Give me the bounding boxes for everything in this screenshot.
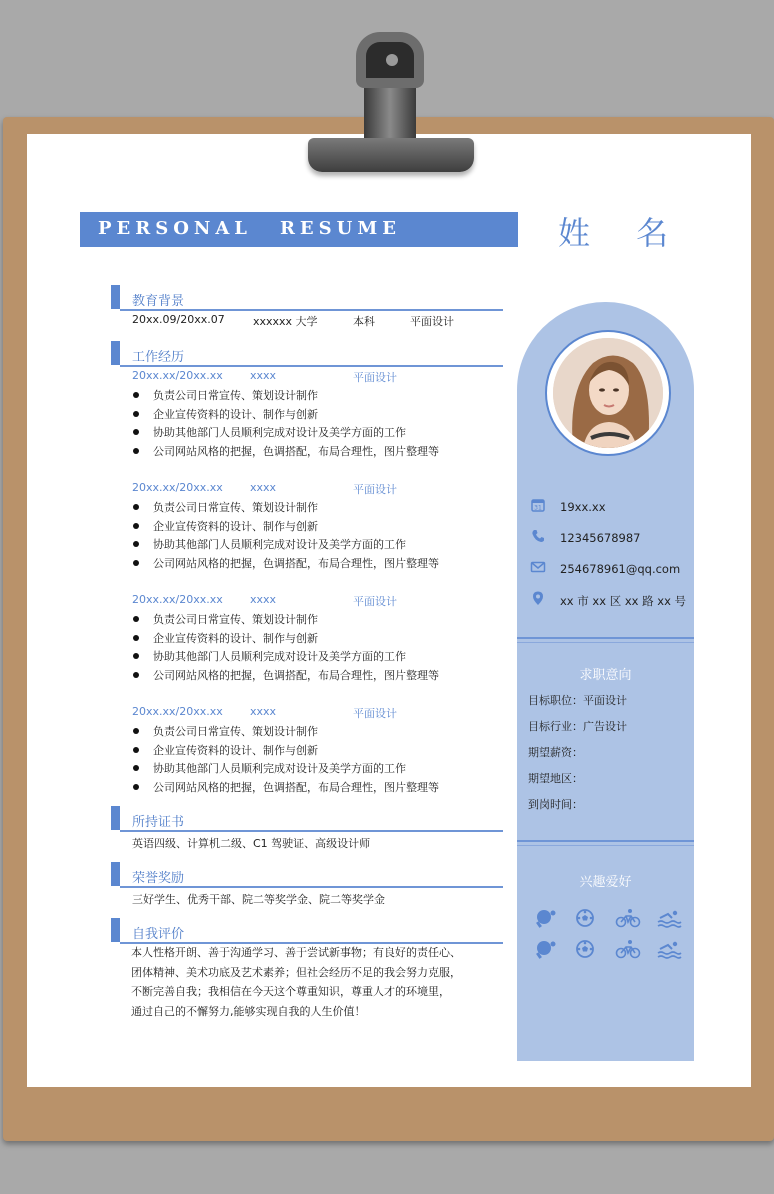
- intention-item: 期望薪资：: [528, 746, 583, 759]
- ping-pong-icon: [533, 939, 559, 959]
- section-rule: [120, 830, 503, 832]
- duty-item: 公司网站风格的把握，色调搭配，布局合理性，图片整理等: [131, 779, 439, 798]
- job-company: xxxx: [250, 481, 277, 494]
- education-degree: 本科: [353, 315, 375, 328]
- job-duties: [131, 723, 439, 798]
- job-duties: [131, 611, 439, 686]
- section-rule: [120, 365, 503, 367]
- section-title: 教育背景: [132, 294, 185, 309]
- sidebar-divider: [517, 642, 694, 643]
- duty-item: 公司网站风格的把握，色调搭配，布局合理性，图片整理等: [131, 667, 439, 686]
- binder-clip-ring: [356, 32, 424, 88]
- job-company: xxxx: [250, 369, 277, 382]
- header-title: [98, 218, 401, 239]
- job-position: 平面设计: [353, 371, 397, 384]
- intention-item: 到岗时间：: [528, 798, 583, 811]
- job-position: 平面设计: [353, 595, 397, 608]
- section-marker: [111, 862, 120, 886]
- duty-item: 负责公司日常宣传、策划设计制作: [131, 611, 439, 630]
- job-duties: [131, 387, 439, 462]
- duty-item: 协助其他部门人员顺利完成对设计及美学方面的工作: [131, 424, 439, 443]
- self-eval-line: 本人性格开朗、善于沟通学习、善于尝试新事物；有良好的责任心、: [131, 946, 461, 959]
- duty-item: 企业宣传资料的设计、制作与创新: [131, 742, 439, 761]
- calendar-icon: [530, 497, 546, 513]
- job-period: 20xx.xx/20xx.xx: [132, 593, 223, 606]
- education-major: 平面设计: [410, 315, 454, 328]
- education-school: xxxxxx 大学: [253, 315, 318, 328]
- soccer-icon: [572, 939, 598, 959]
- intention-item: 目标职位：平面设计: [528, 694, 627, 707]
- section-marker: [111, 918, 120, 942]
- duty-item: 企业宣传资料的设计、制作与创新: [131, 518, 439, 537]
- section-marker: [111, 806, 120, 830]
- mail-icon: [530, 559, 546, 575]
- section-marker: [111, 341, 120, 365]
- phone-number: 12345678987: [560, 531, 641, 545]
- job-period: 20xx.xx/20xx.xx: [132, 369, 223, 382]
- job-duties: [131, 499, 439, 574]
- duty-item: 负责公司日常宣传、策划设计制作: [131, 387, 439, 406]
- candidate-name: 姓 名: [558, 214, 687, 252]
- duty-item: 公司网站风格的把握，色调搭配，布局合理性，图片整理等: [131, 555, 439, 574]
- duty-item: 企业宣传资料的设计、制作与创新: [131, 406, 439, 425]
- intention-title: 求职意向: [579, 668, 632, 683]
- job-company: xxxx: [250, 593, 277, 606]
- section-title: 工作经历: [132, 350, 185, 365]
- section-rule: [120, 886, 503, 888]
- self-eval-line: 不断完善自我；我相信在今天这个尊重知识，尊重人才的环境里，: [131, 985, 450, 998]
- svg-text:31: 31: [534, 504, 542, 512]
- section-title: 所持证书: [132, 815, 185, 830]
- location-icon: [530, 590, 546, 606]
- section-rule: [120, 309, 503, 311]
- duty-item: 协助其他部门人员顺利完成对设计及美学方面的工作: [131, 536, 439, 555]
- section-title: 荣誉奖励: [132, 871, 185, 886]
- self-eval-line: 团体精神、美术功底及艺术素养；但社会经历不足的我会努力克服，: [131, 965, 461, 979]
- clip-neck: [364, 84, 416, 140]
- swimming-icon: [656, 939, 682, 959]
- duty-item: 协助其他部门人员顺利完成对设计及美学方面的工作: [131, 648, 439, 667]
- self-eval-section-header: [111, 918, 503, 944]
- binder-clip-base: [308, 138, 474, 172]
- duty-item: 负责公司日常宣传、策划设计制作: [131, 499, 439, 518]
- work-section-header: [111, 341, 503, 367]
- ping-pong-icon: [533, 908, 559, 928]
- soccer-icon: [572, 908, 598, 928]
- header-title-part1: PERSONAL: [98, 218, 252, 239]
- sidebar-divider: [517, 840, 694, 842]
- phone-icon: [530, 528, 546, 544]
- job-company: xxxx: [250, 705, 277, 718]
- profile-photo: [553, 338, 663, 448]
- birth-date: 19xx.xx: [560, 500, 606, 514]
- duty-item: 公司网站风格的把握，色调搭配，布局合理性，图片整理等: [131, 443, 439, 462]
- job-period: 20xx.xx/20xx.xx: [132, 481, 223, 494]
- self-eval-line: 通过自己的不懈努力,能够实现自我的人生价值！: [131, 1004, 366, 1018]
- duty-item: 负责公司日常宣传、策划设计制作: [131, 723, 439, 742]
- sidebar-divider: [517, 637, 694, 639]
- certificates-text: 英语四级、计算机二级、C1 驾驶证、高级设计师: [132, 837, 371, 850]
- swimming-icon: [656, 908, 682, 928]
- awards-text: 三好学生、优秀干部、院二等奖学金、院二等奖学金: [132, 893, 385, 906]
- education-period: 20xx.09/20xx.07: [132, 313, 225, 326]
- job-period: 20xx.xx/20xx.xx: [132, 705, 223, 718]
- email-address: 254678961@qq.com: [560, 562, 681, 576]
- certificates-section-header: [111, 806, 503, 832]
- hobbies-title: 兴趣爱好: [579, 875, 632, 890]
- cycling-icon: [615, 939, 641, 959]
- home-address: xx 市 xx 区 xx 路 xx 号: [560, 594, 687, 608]
- job-position: 平面设计: [353, 483, 397, 496]
- awards-section-header: [111, 862, 503, 888]
- section-marker: [111, 285, 120, 309]
- intention-item: 目标行业：广告设计: [528, 720, 627, 733]
- cycling-icon: [615, 908, 641, 928]
- section-title: 自我评价: [132, 927, 185, 942]
- duty-item: 企业宣传资料的设计、制作与创新: [131, 630, 439, 649]
- header-title-part2: RESUME: [279, 218, 401, 239]
- duty-item: 协助其他部门人员顺利完成对设计及美学方面的工作: [131, 760, 439, 779]
- intention-item: 期望地区：: [528, 772, 583, 785]
- job-position: 平面设计: [353, 707, 397, 720]
- self-eval-paragraph: [131, 944, 501, 1022]
- education-section-header: [111, 285, 503, 311]
- sidebar-divider: [517, 845, 694, 846]
